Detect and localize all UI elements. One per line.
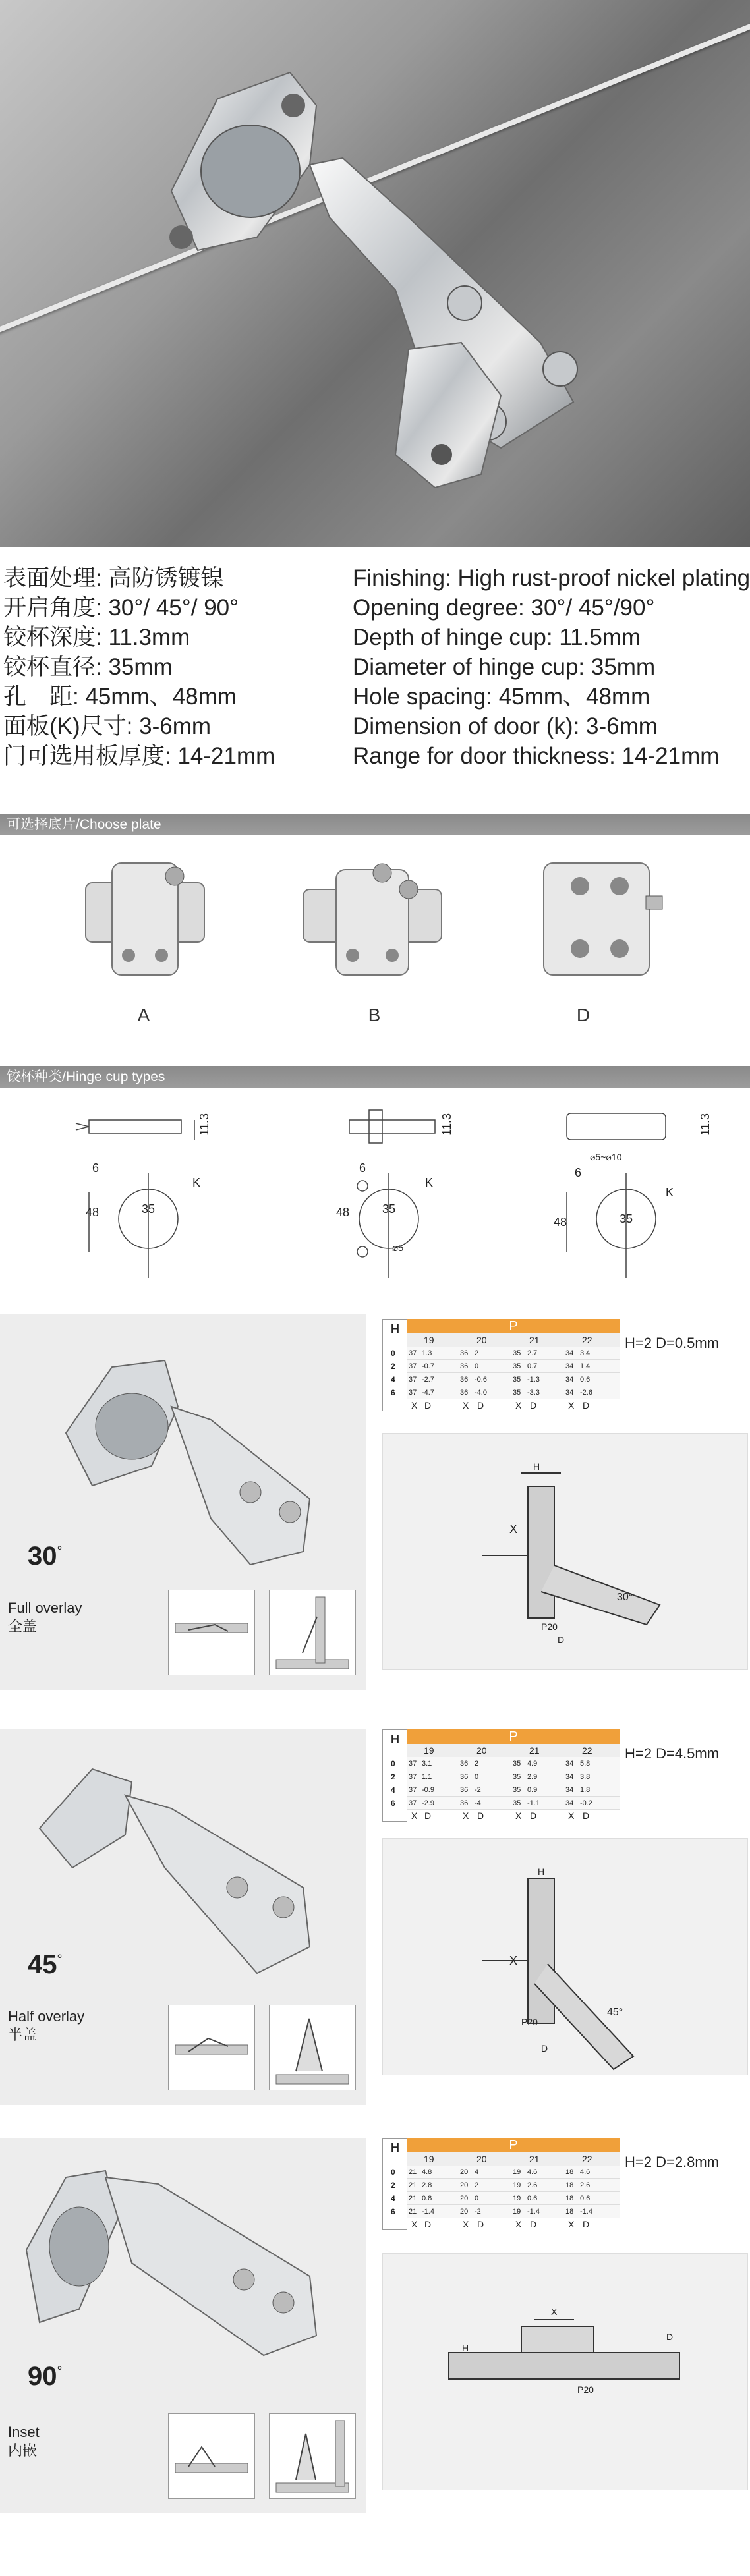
spec-en-opening: Opening degree: 30°/ 45°/90°: [353, 595, 655, 621]
table-cell: 34: [565, 1773, 574, 1781]
table-row-h: 0: [391, 1759, 395, 1768]
table-col-headers: [407, 1333, 620, 1347]
table-footer-cell: D: [530, 2219, 537, 2229]
table-footer-cell: D: [477, 1400, 484, 1411]
cup-drawing-1: [49, 1094, 260, 1291]
angle-30-label: 30°: [28, 1542, 63, 1571]
overlay-90-label: Inset 内嵌: [8, 2424, 40, 2459]
table-cell: 21: [409, 2181, 417, 2189]
table-h-column: [382, 1729, 407, 1822]
hinge-cup-bar: 铰杯种类/Hinge cup types: [0, 1066, 750, 1088]
table-cell: 21: [409, 2168, 417, 2176]
overlay-30-thumb-1: [168, 1590, 255, 1675]
plate-b-label: B: [368, 1005, 381, 1025]
table-cell: 35: [513, 1773, 521, 1781]
table-cell: 18: [565, 2168, 574, 2176]
table-cell: 20: [460, 2195, 469, 2202]
table-col-header: 20: [476, 1745, 487, 1756]
table-cell: 4.6: [527, 2168, 538, 2176]
table-cell: 37: [409, 1799, 417, 1807]
table-footer-cell: X: [515, 1810, 522, 1821]
table-col-header: 21: [529, 2154, 540, 2164]
overlay-45-label: Half overlay 半盖: [8, 2008, 85, 2043]
table-cell: 20: [460, 2181, 469, 2189]
diag45-x: X: [509, 1954, 518, 1967]
cup1-dia: 35: [142, 1202, 156, 1216]
table-footer: [407, 2218, 620, 2230]
table-row-h: 0: [391, 2168, 395, 2177]
spec-en-door-k: Dimension of door (k): 3-6mm: [353, 714, 658, 739]
table-cell: -0.9: [422, 1786, 434, 1794]
table-cell: 2.6: [580, 2181, 591, 2189]
table-cell: 35: [513, 1349, 521, 1357]
cup1-offset: 6: [92, 1162, 100, 1175]
table-row: [407, 1373, 620, 1386]
table-cell: 3.4: [580, 1349, 591, 1357]
table-cell: 36: [460, 1349, 469, 1357]
table-h-label: H: [391, 1322, 399, 1335]
cup3-k: K: [666, 1186, 674, 1199]
table-cell: 0.6: [580, 2195, 591, 2202]
cup3-hole-range: ⌀5~⌀10: [590, 1152, 622, 1162]
table-footer-cell: X: [463, 2219, 469, 2229]
spec-cn-door-k: 面板(K)尺寸: 3-6mm: [3, 714, 212, 739]
table-cell: 37: [409, 1786, 417, 1794]
table-row-h: 2: [391, 1362, 395, 1371]
overlay-45-thumb-2: [269, 2005, 356, 2090]
table-cell: 18: [565, 2181, 574, 2189]
table-cell: 18: [565, 2195, 574, 2202]
table-cell: -4: [475, 1799, 481, 1807]
table-col-header: 22: [582, 2154, 592, 2164]
diag30-p: P20: [541, 1621, 558, 1632]
table-footer-cell: D: [424, 1810, 432, 1821]
table-cell: -2: [475, 2208, 481, 2216]
table-row-h: 6: [391, 1388, 395, 1397]
table-body: [407, 2166, 620, 2218]
angle-90-label: 90°: [28, 2362, 63, 2391]
table-cell: 0.9: [527, 1786, 538, 1794]
table-row: [407, 2179, 620, 2192]
table-cell: 2.6: [527, 2181, 538, 2189]
table-footer-cell: X: [515, 1400, 522, 1411]
diagram-90: [382, 2253, 748, 2490]
spec-cn-finishing: 表面处理: 高防锈镀镍: [3, 565, 224, 591]
table-cell: 34: [565, 1349, 574, 1357]
table-footer-cell: X: [568, 2219, 575, 2229]
table-row-h: 2: [391, 2181, 395, 2190]
table-cell: -0.7: [422, 1362, 434, 1370]
table-cell: 0.7: [527, 1362, 538, 1370]
table-cell: -2.7: [422, 1376, 434, 1384]
specs-english: [353, 563, 750, 771]
table-footer: [407, 1399, 620, 1411]
table-cell: -4.7: [422, 1389, 434, 1397]
table-cell: 0: [475, 1773, 479, 1781]
spec-cn-hole-spacing: 孔 距: 45mm、48mm: [3, 684, 237, 710]
table-cell: -1.4: [527, 2208, 540, 2216]
table-h-column: [382, 1319, 407, 1411]
table-row-h: 2: [391, 1772, 395, 1781]
table-row: [407, 2205, 620, 2218]
table-footer: [407, 1810, 620, 1822]
table-cell: 37: [409, 1349, 417, 1357]
cup2-dia: 35: [382, 1202, 396, 1216]
table-cell: 37: [409, 1760, 417, 1768]
table-cell: 37: [409, 1376, 417, 1384]
table-cell: 19: [513, 2168, 521, 2176]
diag30-angle: 30°: [617, 1592, 633, 1603]
table-cell: 21: [409, 2208, 417, 2216]
table-row-h: 4: [391, 2194, 395, 2203]
table-row: [407, 2192, 620, 2205]
table-hd-note: H=2 D=0.5mm: [625, 1335, 720, 1351]
table-footer-cell: D: [530, 1810, 537, 1821]
table-cell: 0: [475, 1362, 479, 1370]
cup3-offset: 6: [575, 1166, 582, 1179]
cup2-depth: 11.3: [440, 1113, 453, 1136]
table-cell: 36: [460, 1773, 469, 1781]
table-cell: 2.8: [422, 2181, 432, 2189]
table-cell: -3.3: [527, 1389, 540, 1397]
table-row-h: 4: [391, 1785, 395, 1795]
diagram-45: [382, 1838, 748, 2075]
spec-en-cup-depth: Depth of hinge cup: 11.5mm: [353, 625, 641, 650]
table-footer-cell: X: [411, 1400, 418, 1411]
cup3-spacing: 48: [554, 1216, 567, 1229]
table-cell: -1.1: [527, 1799, 540, 1807]
diag45-angle: 45°: [607, 2007, 623, 2018]
table-cell: 2.7: [527, 1349, 538, 1357]
table-cell: -1.3: [527, 1376, 540, 1384]
table-cell: 36: [460, 1786, 469, 1794]
table-cell: 34: [565, 1760, 574, 1768]
table-row: [407, 1783, 620, 1797]
table-cell: 37: [409, 1773, 417, 1781]
table-cell: 36: [460, 1760, 469, 1768]
table-cell: 36: [460, 1389, 469, 1397]
table-h-label: H: [391, 1733, 399, 1746]
table-cell: 1.4: [580, 1362, 591, 1370]
table-col-header: 22: [582, 1335, 592, 1345]
cup2-k: K: [425, 1176, 434, 1189]
table-cell: 4: [475, 2168, 479, 2176]
spec-cn-opening: 开启角度: 30°/ 45°/ 90°: [3, 595, 239, 621]
table-row: [407, 1347, 620, 1360]
table-cell: 37: [409, 1389, 417, 1397]
table-cell: 4.8: [422, 2168, 432, 2176]
diag30-h: H: [533, 1461, 540, 1472]
table-cell: 3.8: [580, 1773, 591, 1781]
product-30-photo: [0, 1314, 366, 1690]
table-col-header: 21: [529, 1745, 540, 1756]
cup3-dia: 35: [620, 1212, 633, 1225]
table-90: [382, 2138, 720, 2230]
overlay-90-thumb-2: [269, 2413, 356, 2499]
table-cell: 35: [513, 1362, 521, 1370]
plate-a-label: A: [137, 1005, 150, 1025]
table-row: [407, 2166, 620, 2179]
table-cell: -2: [475, 1786, 481, 1794]
table-col-header: 20: [476, 1335, 487, 1345]
table-cell: 2: [475, 1349, 479, 1357]
table-cell: 36: [460, 1799, 469, 1807]
table-cell: 19: [513, 2195, 521, 2202]
table-footer-cell: X: [515, 2219, 522, 2229]
table-cell: 20: [460, 2168, 469, 2176]
table-cell: 19: [513, 2181, 521, 2189]
cup1-depth: 11.3: [198, 1113, 211, 1136]
diag90-x: X: [551, 2307, 558, 2317]
plate-d-label: D: [576, 1005, 591, 1025]
spec-en-door-thickness: Range for door thickness: 14-21mm: [353, 743, 720, 769]
table-cell: 2: [475, 2181, 479, 2189]
table-row-h: 4: [391, 1375, 395, 1384]
table-cell: 35: [513, 1786, 521, 1794]
specs-chinese: [3, 563, 275, 771]
table-cell: -2.9: [422, 1799, 434, 1807]
spec-en-hole-spacing: Hole spacing: 45mm、48mm: [353, 684, 650, 710]
table-p-header: P: [407, 1729, 620, 1744]
cup1-k: K: [192, 1176, 201, 1189]
table-col-header: 20: [476, 2154, 487, 2164]
table-h-label: H: [391, 2141, 399, 2154]
table-footer-cell: D: [477, 2219, 484, 2229]
table-cell: 35: [513, 1760, 521, 1768]
table-hd-note: H=2 D=4.5mm: [625, 1745, 720, 1762]
table-cell: 5.8: [580, 1760, 591, 1768]
table-footer-cell: D: [583, 2219, 590, 2229]
spec-cn-door-thickness: 门可选用板厚度: 14-21mm: [3, 743, 275, 769]
table-cell: 35: [513, 1389, 521, 1397]
table-hd-note: H=2 D=2.8mm: [625, 2154, 720, 2170]
table-footer-cell: D: [477, 1810, 484, 1821]
diag30-x: X: [509, 1523, 518, 1536]
table-cell: 36: [460, 1376, 469, 1384]
plate-a-image: [66, 850, 224, 988]
choose-plate-bar: 可选择底片/Choose plate: [0, 814, 750, 835]
table-footer-cell: X: [463, 1400, 469, 1411]
table-footer-cell: X: [568, 1810, 575, 1821]
table-cell: 34: [565, 1786, 574, 1794]
table-footer-cell: X: [411, 1810, 418, 1821]
table-cell: 1.8: [580, 1786, 591, 1794]
table-cell: 36: [460, 1362, 469, 1370]
hinge-hero-illustration: [0, 0, 750, 547]
table-cell: 4.6: [580, 2168, 591, 2176]
table-col-header: 19: [424, 1745, 434, 1756]
overlay-30-thumb-2: [269, 1590, 356, 1675]
table-cell: -0.2: [580, 1799, 592, 1807]
table-cell: -1.4: [580, 2208, 592, 2216]
diagram-30: [382, 1433, 748, 1670]
hero-photo: [0, 0, 750, 547]
angle-45-label: 45°: [28, 1950, 63, 1979]
table-footer-cell: X: [463, 1810, 469, 1821]
cup1-spacing: 48: [86, 1206, 100, 1219]
table-cell: 2.9: [527, 1773, 538, 1781]
table-body: [407, 1347, 620, 1399]
spec-cn-cup-depth: 铰杯深度: 11.3mm: [3, 625, 190, 650]
table-footer-cell: X: [568, 1400, 575, 1411]
table-body: [407, 1757, 620, 1810]
plate-d-image: [514, 850, 672, 988]
table-footer-cell: D: [424, 2219, 432, 2229]
table-col-header: 19: [424, 1335, 434, 1345]
table-cell: 0.8: [422, 2195, 432, 2202]
table-cell: 1.1: [422, 1773, 432, 1781]
table-cell: 20: [460, 2208, 469, 2216]
table-cell: -0.6: [475, 1376, 487, 1384]
diag90-d: D: [666, 2332, 674, 2342]
diag45-h: H: [538, 1866, 545, 1877]
table-cell: -4.0: [475, 1389, 487, 1397]
table-h-column: [382, 2138, 407, 2230]
diag30-d: D: [558, 1635, 565, 1645]
table-col-header: 19: [424, 2154, 434, 2164]
table-cell: 34: [565, 1362, 574, 1370]
product-45-photo: [0, 1729, 366, 2105]
overlay-30-label: Full overlay 全盖: [8, 1600, 82, 1635]
overlay-90-thumb-1: [168, 2413, 255, 2499]
table-col-headers: [407, 1744, 620, 1757]
overlay-45-thumb-1: [168, 2005, 255, 2090]
cup-drawing-2: [290, 1094, 501, 1291]
table-cell: 37: [409, 1362, 417, 1370]
cup3-depth: 11.3: [699, 1113, 712, 1136]
table-row: [407, 1360, 620, 1373]
table-p-header: P: [407, 2138, 620, 2152]
cup2-offset: 6: [359, 1162, 366, 1175]
table-cell: 34: [565, 1376, 574, 1384]
table-p-header: P: [407, 1319, 620, 1333]
table-cell: 19: [513, 2208, 521, 2216]
table-row: [407, 1386, 620, 1399]
plate-b-image: [293, 850, 451, 988]
diag45-d: D: [541, 2043, 548, 2054]
table-cell: 1.3: [422, 1349, 432, 1357]
table-cell: 3.1: [422, 1760, 432, 1768]
table-cell: -1.4: [422, 2208, 434, 2216]
table-footer-cell: D: [424, 1400, 432, 1411]
diag90-p: P20: [577, 2384, 594, 2395]
table-footer-cell: D: [583, 1400, 590, 1411]
cup2-hole: ⌀5: [392, 1243, 404, 1254]
table-cell: 34: [565, 1389, 574, 1397]
table-cell: 18: [565, 2208, 574, 2216]
table-row: [407, 1770, 620, 1783]
cup2-spacing: 48: [336, 1206, 350, 1219]
table-45: [382, 1729, 720, 1822]
table-cell: 0: [475, 2195, 479, 2202]
table-col-header: 21: [529, 1335, 540, 1345]
spec-en-finishing: Finishing: High rust-proof nickel plating: [353, 565, 750, 591]
table-row-h: 6: [391, 2207, 395, 2216]
table-row: [407, 1757, 620, 1770]
table-cell: 4.9: [527, 1760, 538, 1768]
table-col-headers: [407, 2152, 620, 2166]
table-cell: 0.6: [580, 1376, 591, 1384]
table-row-h: 0: [391, 1349, 395, 1358]
table-col-header: 22: [582, 1745, 592, 1756]
spec-en-cup-diameter: Diameter of hinge cup: 35mm: [353, 654, 656, 680]
table-footer-cell: D: [583, 1810, 590, 1821]
diag90-h: H: [462, 2343, 469, 2353]
table-cell: 35: [513, 1799, 521, 1807]
table-cell: -2.6: [580, 1389, 592, 1397]
product-90-photo: [0, 2138, 366, 2513]
diag45-p: P20: [521, 2017, 538, 2027]
table-30: [382, 1319, 720, 1411]
table-cell: 35: [513, 1376, 521, 1384]
table-cell: 2: [475, 1760, 479, 1768]
table-cell: 21: [409, 2195, 417, 2202]
table-row-h: 6: [391, 1799, 395, 1808]
table-row: [407, 1797, 620, 1810]
table-cell: 34: [565, 1799, 574, 1807]
table-cell: 0.6: [527, 2195, 538, 2202]
spec-cn-cup-diameter: 铰杯直径: 35mm: [3, 654, 173, 680]
table-footer-cell: D: [530, 1400, 537, 1411]
table-footer-cell: X: [411, 2219, 418, 2229]
